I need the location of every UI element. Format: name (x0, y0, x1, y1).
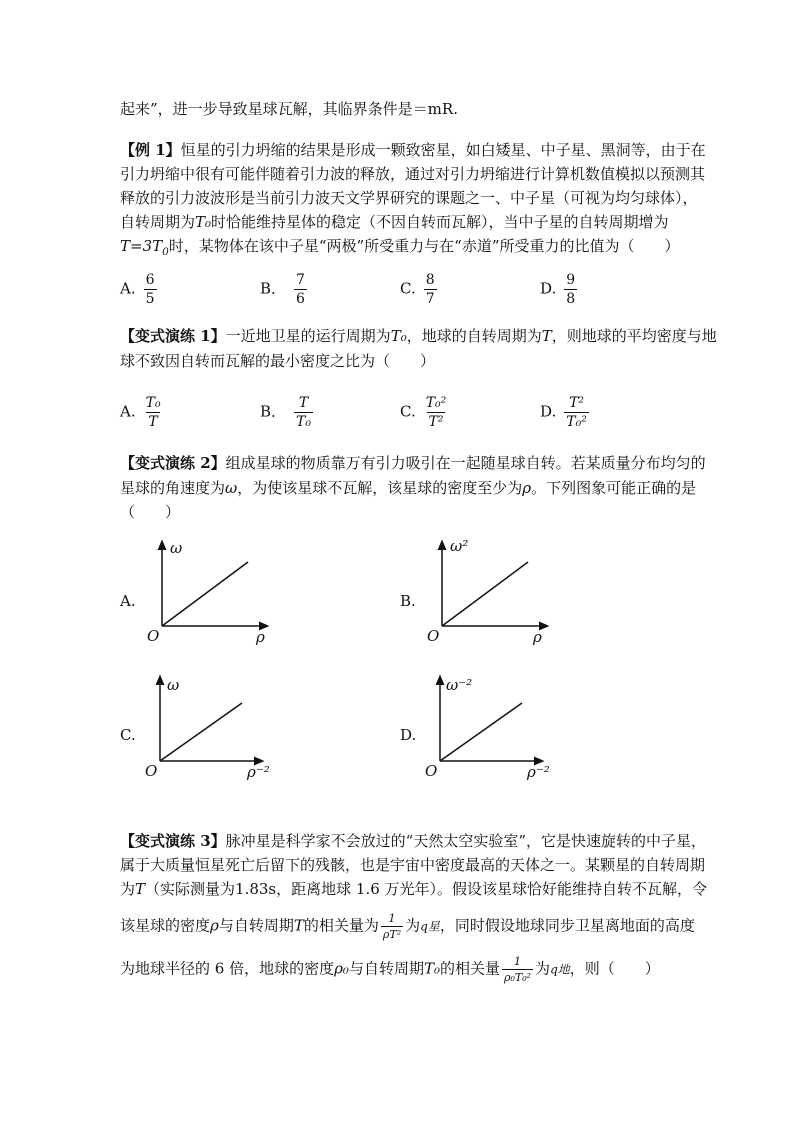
graph-b-y-label: ω² (450, 537, 469, 555)
v1-text-1b: ，地球的自转周期为 (406, 327, 542, 345)
symbol-rho0: ρ₀ (334, 959, 349, 978)
ex1-text-4a: 自转周期为 (120, 213, 196, 231)
ex1-line-4 (120, 211, 669, 233)
graph-d-y-label: ω⁻² (446, 676, 473, 694)
ex1-option-a[interactable] (120, 272, 157, 307)
graph-c-y-label: ω (167, 676, 180, 694)
fraction-denominator: 5 (145, 291, 155, 307)
v3-text-5d: 为 (535, 959, 551, 978)
v3-line-4 (120, 912, 695, 941)
v2-option-a[interactable] (120, 590, 136, 612)
option-fraction (424, 272, 437, 307)
symbol-t: T (293, 916, 304, 935)
intro-text: 起来”，进一步导致星球瓦解，其临界条件是＝mR. (120, 100, 458, 118)
v1-text-1c: ，则地球的平均密度与地 (551, 327, 717, 345)
ex1-text-3: 释放的引力波波形是当前引力波天文学界研究的课题之一、中子星（可视为均匀球体）， (120, 189, 698, 207)
v3-text-5e: ，则（ ） (569, 959, 660, 978)
fraction-numerator: 1 (388, 912, 396, 925)
ex1-line-3 (120, 187, 698, 209)
ex1-text-5a: T=3T (120, 237, 163, 255)
v3-text-5c: 的相关量 (439, 959, 500, 978)
graph-a-origin: O (147, 627, 160, 645)
v2-line-2 (120, 477, 696, 499)
option-letter: B. (400, 592, 416, 610)
option-letter: D. (540, 279, 557, 298)
v2-option-b[interactable] (400, 590, 416, 612)
fraction-numerator: 8 (425, 272, 435, 288)
v2-text-2c: 。下列图象可能正确的是 (531, 479, 697, 497)
fraction-denominator: T² (428, 414, 444, 430)
graph-b (420, 538, 580, 648)
v3-text-5a: 为地球半径的 6 倍，地球的密度 (120, 959, 335, 978)
q-earth: q地 (550, 962, 570, 977)
ex1-label: 【例 1】 (120, 141, 181, 159)
relation-fraction-star (381, 912, 403, 941)
graph-line (442, 562, 528, 626)
v1-option-b[interactable] (260, 395, 313, 430)
fraction-numerator: 6 (145, 272, 155, 288)
v1-option-a[interactable] (120, 395, 163, 430)
ex1-line-5 (120, 235, 680, 263)
fraction-denominator: T₀² (566, 414, 587, 430)
graph-c (138, 673, 298, 783)
v1-option-c[interactable] (400, 395, 448, 430)
option-fraction (144, 272, 157, 307)
v3-text-1: 脉冲星是科学家不会放过的“天然太空实验室”，它是快速旋转的中子星， (225, 832, 707, 850)
graph-a (140, 538, 300, 648)
relation-fraction-earth (502, 955, 533, 984)
graph-line (440, 703, 522, 761)
graph-c-x-label: ρ⁻² (247, 763, 270, 781)
v2-text-2b: ，为使该星球不瓦解，该星球的密度至少为 (237, 479, 523, 497)
symbol-rho: ρ (210, 916, 219, 935)
ex1-text-1: 恒星的引力坍缩的结果是形成一颗致密星，如白矮星、中子星、黑洞等，由于在 (180, 141, 706, 159)
v1-line-2 (120, 350, 435, 372)
option-fraction (424, 395, 449, 430)
ex1-option-b[interactable] (260, 272, 307, 307)
ex1-text-5b: 时，某物体在该中子星“两极”所受重力与在“赤道”所受重力的比值为（ ） (168, 237, 680, 255)
option-letter: B． (260, 402, 287, 421)
graph-a-x-label: ρ (256, 628, 265, 646)
fraction-denominator: ρ₀T₀² (504, 971, 532, 984)
v2-label: 【变式演练 2】 (120, 454, 226, 472)
graph-d-x-label: ρ⁻² (527, 763, 550, 781)
option-letter: A. (120, 279, 136, 298)
option-letter: C. (120, 726, 136, 744)
fraction-denominator: T₀ (296, 414, 311, 430)
fraction-numerator: T (298, 395, 309, 411)
q-star: q星 (420, 919, 440, 934)
v2-line-1 (120, 452, 706, 474)
v3-text-4d: 为 (405, 916, 421, 935)
v2-line-3 (120, 501, 180, 523)
option-letter: C. (400, 402, 416, 421)
v1-option-d[interactable] (540, 395, 589, 430)
v1-line-1 (120, 325, 717, 347)
v1-label: 【变式演练 1】 (120, 327, 226, 345)
graph-b-origin: O (427, 627, 440, 645)
v1-text-2: 球不致因自转而瓦解的最小密度之比为（ ） (120, 352, 436, 370)
v3-text-4b: 与自转周期 (218, 916, 294, 935)
fraction-numerator: 7 (296, 272, 305, 288)
v2-text-3: （ ） (120, 503, 181, 521)
v3-text-4e: ，同时假设地球同步卫星离地面的高度 (439, 916, 695, 935)
fraction-numerator: 1 (514, 955, 522, 968)
symbol-t0: T₀ (195, 213, 212, 231)
v3-text-4a: 该星球的密度 (120, 916, 211, 935)
fraction-numerator: T₀² (425, 395, 447, 411)
fraction-numerator: 9 (566, 272, 576, 288)
fraction-denominator: ρT² (382, 928, 402, 941)
ex1-text-2: 引力坍缩中很有可能伴随着引力波的释放，通过对引力坍缩进行计算机数值模拟以预测其 (120, 165, 706, 183)
ex1-option-d[interactable] (540, 272, 577, 307)
graph-b-x-label: ρ (533, 628, 542, 646)
option-fraction (294, 395, 313, 430)
fraction-numerator: T₀ (145, 395, 161, 411)
option-letter: D. (400, 726, 417, 744)
fraction-denominator: 7 (425, 291, 435, 307)
option-letter: C. (400, 279, 416, 298)
symbol-t0: T₀ (390, 327, 407, 345)
v1-text-1a: 一近地卫星的运行周期为 (225, 327, 391, 345)
option-letter: A. (120, 592, 136, 610)
v3-line-5 (120, 955, 660, 984)
option-letter: D. (540, 402, 557, 421)
fraction-denominator: T (148, 414, 158, 430)
v2-text-2a: 星球的角速度为 (120, 479, 226, 497)
ex1-line-1 (120, 139, 706, 161)
v3-text-5b: 与自转周期 (348, 959, 424, 978)
fraction-denominator: 8 (566, 291, 576, 307)
graph-a-y-label: ω (170, 539, 183, 557)
option-fraction (294, 272, 307, 307)
v2-text-1: 组成星球的物质靠万有引力吸引在一起随星球自转。若某质量分布均匀的 (225, 454, 706, 472)
graph-d (418, 673, 578, 783)
v3-text-2: 属于大质量恒星死亡后留下的残骸，也是宇宙中密度最高的天体之一。某颗星的自转周期 (120, 856, 706, 874)
graph-line (162, 562, 248, 626)
symbol-t: T (541, 327, 552, 345)
ex1-line-2 (120, 163, 705, 185)
graph-c-origin: O (145, 762, 158, 780)
v3-text-4c: 的相关量为 (303, 916, 379, 935)
v3-line-1 (120, 830, 706, 852)
v3-line-3 (120, 878, 707, 900)
fraction-denominator: 6 (296, 291, 305, 307)
symbol-t0: T₀ (423, 959, 440, 978)
graph-d-origin: O (425, 762, 438, 780)
ex1-option-c[interactable] (400, 272, 437, 307)
symbol-sub0: 0 (162, 246, 169, 258)
v3-text-3b: （实际测量为1.83s，距离地球 1.6 万光年）。假设该星球恰好能维持自转不瓦解，令 (145, 880, 708, 898)
symbol-rho: ρ (522, 479, 532, 497)
symbol-omega: ω (225, 479, 238, 497)
v2-option-c[interactable] (120, 724, 136, 746)
v3-label: 【变式演练 3】 (120, 832, 226, 850)
v3-text-3a: 为 (120, 880, 136, 898)
graph-line (160, 703, 242, 761)
option-fraction (144, 395, 163, 430)
fraction-numerator: T² (569, 395, 585, 411)
ex1-text-4b: 时恰能维持星体的稳定（不因自转而瓦解），当中子星的自转周期增为 (211, 213, 669, 231)
v3-line-2 (120, 854, 705, 876)
option-fraction (564, 272, 577, 307)
intro-line (120, 98, 458, 120)
symbol-t: T (135, 880, 146, 898)
v2-option-d[interactable] (400, 724, 416, 746)
option-fraction (564, 395, 589, 430)
option-letter: A. (120, 402, 136, 421)
option-letter: B． (260, 279, 287, 298)
